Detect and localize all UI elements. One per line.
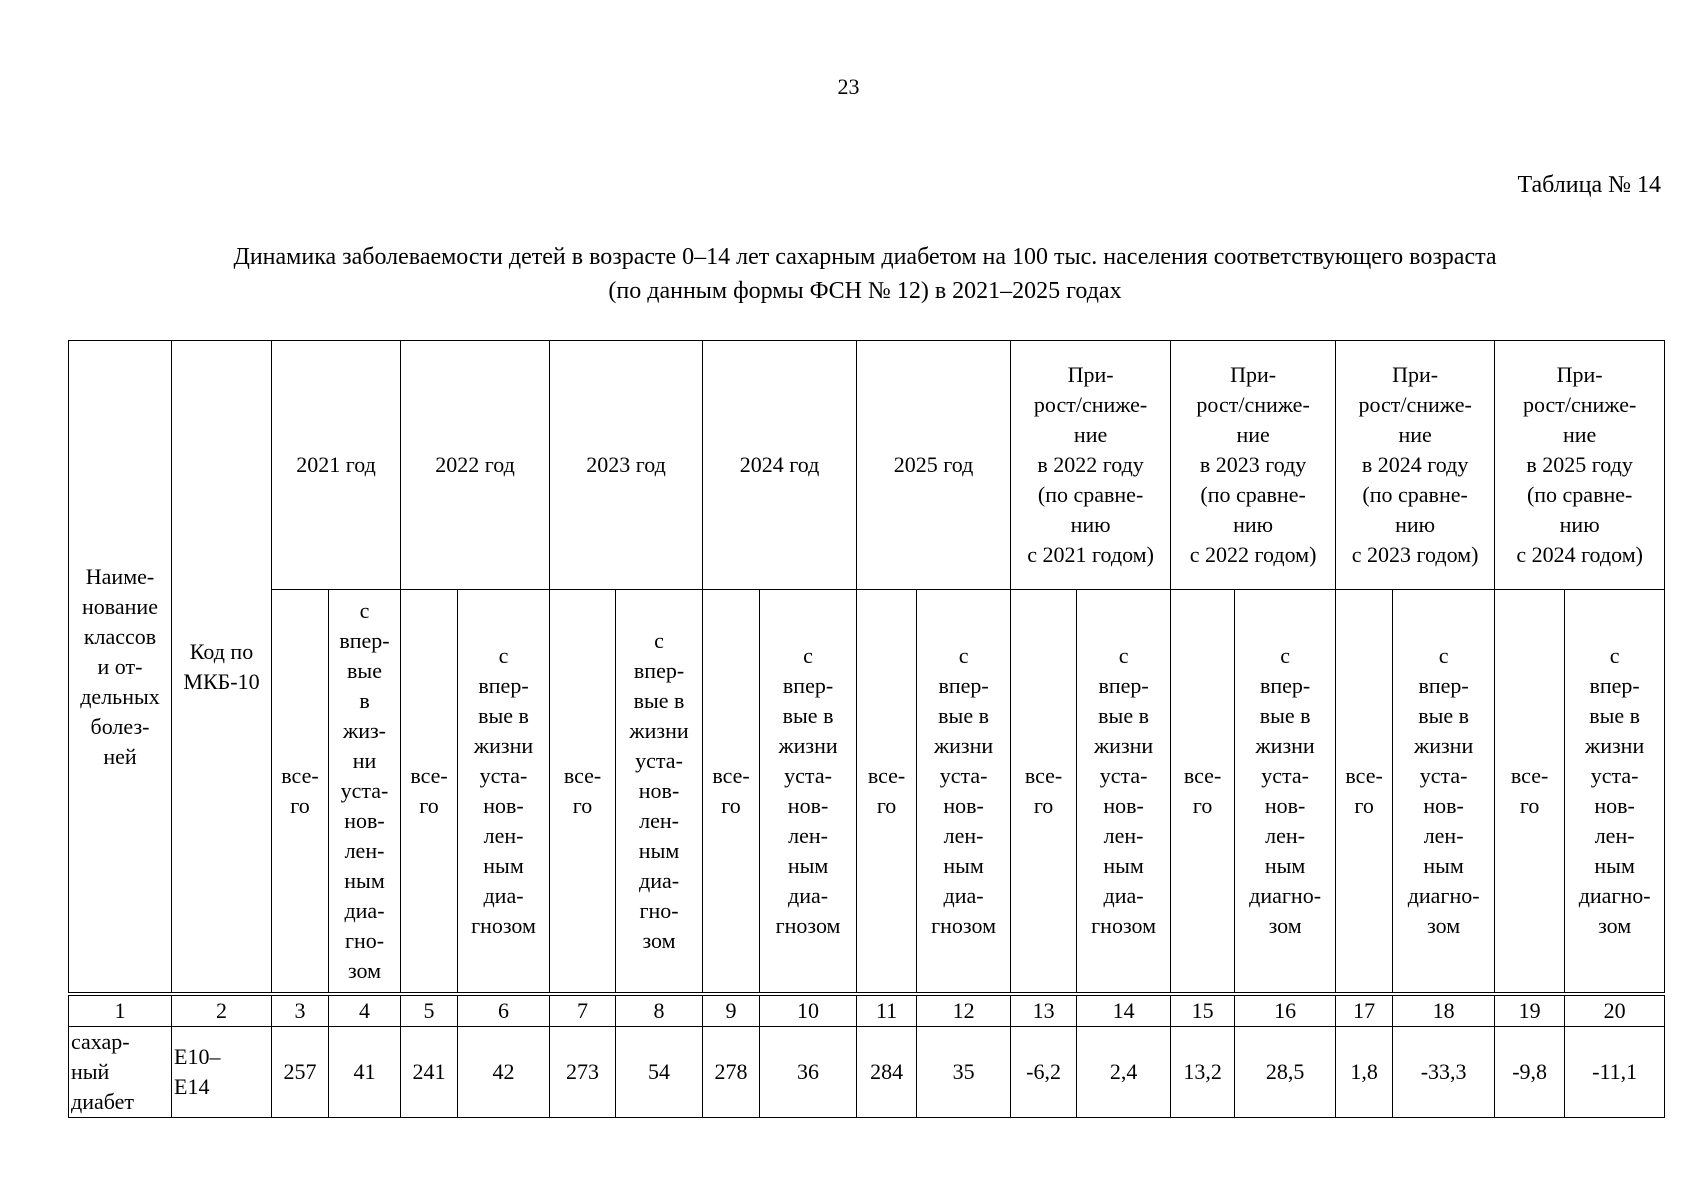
value-cell: 42 <box>458 1027 550 1118</box>
value-cell: 241 <box>401 1027 458 1118</box>
subheader-total: все- го <box>272 590 329 995</box>
column-number: 20 <box>1565 994 1665 1027</box>
column-number: 5 <box>401 994 458 1027</box>
subheader-total: все- го <box>1336 590 1393 995</box>
subheader-first-diagnosed: с впер- вые в жизни уста- нов- лен- ным диагно- зом <box>1565 590 1665 995</box>
subheader-first-diagnosed: с впер- вые в жизни уста- нов- лен- ным диагно- зом <box>1393 590 1495 995</box>
morbidity-table <box>68 340 1665 1118</box>
table-row <box>69 1027 1665 1118</box>
column-number: 9 <box>703 994 760 1027</box>
subheader-total: все- го <box>1495 590 1565 995</box>
subheader-first-diagnosed: с впер- вые в жиз- ни уста- нов- лен- ным диа- гно- зом <box>329 590 401 995</box>
value-cell: 36 <box>760 1027 857 1118</box>
value-cell: 273 <box>550 1027 616 1118</box>
subheader-total: все- го <box>1171 590 1235 995</box>
column-number: 8 <box>616 994 703 1027</box>
column-number: 15 <box>1171 994 1235 1027</box>
column-number: 10 <box>760 994 857 1027</box>
title-line-2: (по данным формы ФСН № 12) в 2021–2025 годах <box>608 278 1122 304</box>
value-cell: 54 <box>616 1027 703 1118</box>
header-group-2023: 2023 год <box>550 341 703 590</box>
column-number: 3 <box>272 994 329 1027</box>
column-number: 2 <box>172 994 272 1027</box>
header-code: Код по МКБ-10 <box>172 341 272 995</box>
icd-code-cell: E10– E14 <box>172 1027 272 1118</box>
value-cell: 284 <box>857 1027 917 1118</box>
value-cell: 35 <box>917 1027 1011 1118</box>
value-cell: 1,8 <box>1336 1027 1393 1118</box>
value-cell: 257 <box>272 1027 329 1118</box>
value-cell: -33,3 <box>1393 1027 1495 1118</box>
column-number: 4 <box>329 994 401 1027</box>
column-number: 13 <box>1011 994 1077 1027</box>
document-title <box>100 240 1630 308</box>
header-group-2021: 2021 год <box>272 341 401 590</box>
subheader-first-diagnosed: с впер- вые в жизни уста- нов- лен- ным диа- гнозом <box>917 590 1011 995</box>
value-cell: 2,4 <box>1077 1027 1171 1118</box>
value-cell: 41 <box>329 1027 401 1118</box>
value-cell: -11,1 <box>1565 1027 1665 1118</box>
subheader-first-diagnosed: с впер- вые в жизни уста- нов- лен- ным диа- гнозом <box>1077 590 1171 995</box>
header-row-groups <box>69 341 1665 590</box>
subheader-first-diagnosed: с впер- вые в жизни уста- нов- лен- ным диагно- зом <box>1235 590 1336 995</box>
subheader-first-diagnosed: с впер- вые в жизни уста- нов- лен- ным диа- гно- зом <box>616 590 703 995</box>
title-line-1: Динамика заболеваемости детей в возрасте 0–14 лет сахарным диабетом на 100 тыс. населения соответствующего возраста <box>233 244 1497 270</box>
column-number: 17 <box>1336 994 1393 1027</box>
column-number: 14 <box>1077 994 1171 1027</box>
column-number: 1 <box>69 994 172 1027</box>
subheader-total: все- го <box>550 590 616 995</box>
page-number: 23 <box>837 74 860 99</box>
header-row-subcolumns <box>69 590 1665 995</box>
value-cell: 278 <box>703 1027 760 1118</box>
column-number-row <box>69 994 1665 1027</box>
header-group-2025: 2025 год <box>857 341 1011 590</box>
subheader-first-diagnosed: с впер- вые в жизни уста- нов- лен- ным диа- гнозом <box>458 590 550 995</box>
subheader-total: все- го <box>1011 590 1077 995</box>
subheader-total: все- го <box>857 590 917 995</box>
value-cell: -9,8 <box>1495 1027 1565 1118</box>
header-group-change-2025: При- рост/сниже- ние в 2025 году (по сравне- нию с 2024 годом) <box>1495 341 1665 590</box>
value-cell: 13,2 <box>1171 1027 1235 1118</box>
column-number: 19 <box>1495 994 1565 1027</box>
subheader-total: все- го <box>401 590 458 995</box>
value-cell: -6,2 <box>1011 1027 1077 1118</box>
subheader-total: все- го <box>703 590 760 995</box>
header-group-change-2022: При- рост/сниже- ние в 2022 году (по сравне- нию с 2021 годом) <box>1011 341 1171 590</box>
column-number: 7 <box>550 994 616 1027</box>
column-number: 12 <box>917 994 1011 1027</box>
column-number: 11 <box>857 994 917 1027</box>
header-group-change-2023: При- рост/сниже- ние в 2023 году (по сравне- нию с 2022 годом) <box>1171 341 1336 590</box>
column-number: 6 <box>458 994 550 1027</box>
header-group-2022: 2022 год <box>401 341 550 590</box>
header-group-2024: 2024 год <box>703 341 857 590</box>
value-cell: 28,5 <box>1235 1027 1336 1118</box>
disease-name-cell: сахар- ный диабет <box>69 1027 172 1118</box>
table-caption: Таблица № 14 <box>1517 172 1661 198</box>
header-group-change-2024: При- рост/сниже- ние в 2024 году (по сравне- нию с 2023 годом) <box>1336 341 1495 590</box>
subheader-first-diagnosed: с впер- вые в жизни уста- нов- лен- ным диа- гнозом <box>760 590 857 995</box>
header-name: Наиме- нование классов и от- дельных болез- ней <box>69 341 172 995</box>
column-number: 18 <box>1393 994 1495 1027</box>
column-number: 16 <box>1235 994 1336 1027</box>
